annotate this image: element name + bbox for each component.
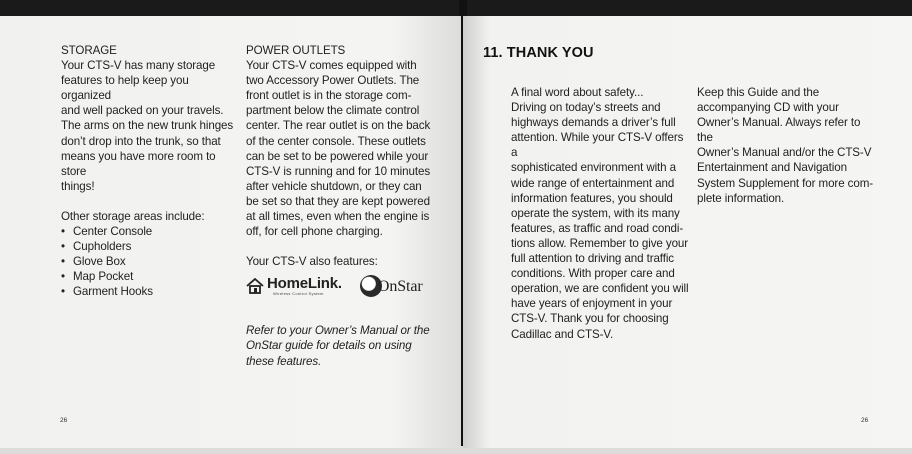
- storage-list: [61, 224, 241, 299]
- power-line: after vehicle shutdown, or they can: [246, 179, 422, 193]
- guide-line: plete information.: [697, 191, 785, 205]
- list-item: • Glove Box: [61, 254, 241, 269]
- page-number-right: 26: [861, 417, 869, 424]
- power-outlets-section: [246, 43, 431, 369]
- storage-heading: STORAGE: [61, 44, 117, 57]
- safety-line: A final word about safety...: [511, 86, 644, 99]
- safety-line: highways demands a driver’s full: [511, 116, 676, 130]
- storage-line: means you have more room to store: [61, 149, 216, 178]
- note-line: these features.: [246, 354, 322, 368]
- list-item: • Center Console: [61, 224, 241, 239]
- storage-line: The arms on the new trunk hinges: [61, 119, 234, 133]
- safety-line: attention. While your CTS-V offers a: [511, 131, 684, 160]
- also-features-text: Your CTS-V also features:: [246, 255, 378, 269]
- power-line: two Accessory Power Outlets. The: [246, 74, 420, 88]
- list-item: • Garment Hooks: [61, 284, 241, 299]
- storage-list-intro: Other storage areas include:: [61, 209, 205, 223]
- power-line: center. The rear outlet is on the back: [246, 119, 431, 133]
- power-line: off, for cell phone charging.: [246, 225, 383, 239]
- safety-line: operate the system, with its many: [511, 206, 680, 220]
- power-line: be set so that they are kept powered: [246, 194, 430, 208]
- storage-section: [61, 43, 241, 300]
- safety-line: wide range of entertainment and: [511, 176, 675, 190]
- power-line: Your CTS-V comes equipped with: [246, 59, 417, 73]
- safety-line: information features, you should: [511, 191, 673, 205]
- storage-line: features to help keep you organized: [61, 74, 189, 103]
- storage-line: don’t drop into the trunk, so that: [61, 134, 221, 148]
- list-item: • Cupholders: [61, 239, 241, 254]
- safety-line: conditions. With proper care and: [511, 267, 675, 281]
- power-line: partment below the climate control: [246, 104, 420, 118]
- guide-line: Owner’s Manual. Always refer to the: [697, 116, 861, 145]
- section-title: 11. THANK YOU: [483, 45, 594, 61]
- storage-line: things!: [61, 179, 95, 193]
- storage-line: Your CTS-V has many storage: [61, 59, 216, 73]
- safety-line: have years of enjoyment in your: [511, 297, 673, 311]
- onstar-logo: [360, 275, 423, 297]
- homelink-subtitle: Wireless Control System: [273, 291, 324, 297]
- note-line: OnStar guide for details on using: [246, 339, 412, 353]
- safety-line: CTS-V. Thank you for choosing: [511, 312, 669, 326]
- power-line: front outlet is in the storage com-: [246, 89, 412, 103]
- keep-guide-paragraph: [697, 85, 877, 206]
- safety-line: Cadillac and CTS-V.: [511, 327, 614, 341]
- onstar-name: OnStar: [377, 277, 423, 295]
- safety-line: sophisticated environment with a: [511, 161, 677, 175]
- safety-line: tions allow. Remember to give your: [511, 236, 689, 250]
- list-item: • Map Pocket: [61, 269, 241, 284]
- guide-line: System Supplement for more com-: [697, 176, 874, 190]
- safety-line: features, as traffic and road condi-: [511, 221, 684, 235]
- house-icon: [246, 278, 264, 294]
- feature-logos: [246, 275, 431, 297]
- power-outlets-heading: POWER OUTLETS: [246, 44, 346, 57]
- safety-line: Driving on today’s streets and: [511, 101, 661, 115]
- power-line: of the center console. These outlets: [246, 134, 426, 148]
- guide-line: Keep this Guide and the: [697, 86, 820, 99]
- storage-line: and well packed on your travels.: [61, 104, 224, 118]
- note-line: Refer to your Owner’s Manual or the: [246, 324, 430, 338]
- power-line: at all times, even when the engine is: [246, 210, 430, 224]
- homelink-name: HomeLink.: [267, 275, 342, 293]
- guide-line: accompanying CD with your: [697, 101, 839, 115]
- power-line: CTS-V is running and for 10 minutes: [246, 164, 431, 178]
- guide-line: Owner’s Manual and/or the CTS-V: [697, 146, 872, 160]
- safety-line: operation, we are confident you will: [511, 282, 689, 296]
- power-line: can be set to be powered while your: [246, 149, 429, 163]
- safety-line: full attention to driving and traffic: [511, 252, 675, 266]
- homelink-logo: [246, 276, 342, 296]
- guide-line: Entertainment and Navigation: [697, 161, 847, 175]
- safety-paragraph: [511, 85, 691, 342]
- page-number-left: 26: [60, 417, 68, 424]
